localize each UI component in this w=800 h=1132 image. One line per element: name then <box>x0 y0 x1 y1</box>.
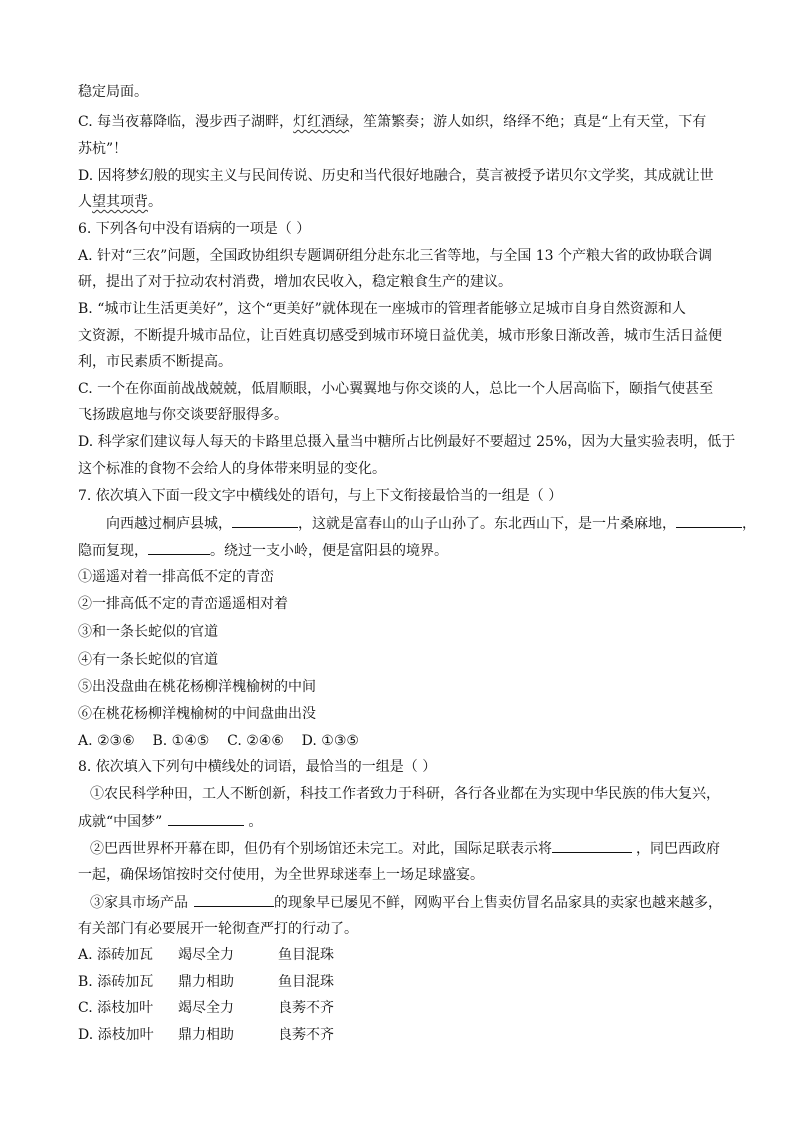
text-line: 飞扬跋扈地与你交谈要舒服得多。 <box>78 407 288 423</box>
q6-option-c: C. 一个在你面前战战兢兢，低眉顺眼，小心翼翼地与你交谈的人，总比一个人居高临下，颐指气使甚至 <box>78 381 714 397</box>
fill-blank <box>168 811 244 826</box>
q7-item: ⑥在桃花杨柳洋槐榆树的中间盘曲出没 <box>78 706 316 722</box>
fill-blank <box>676 513 742 528</box>
q8-option: B. 添砖加瓦 鼎力相助 鱼目混珠 <box>78 974 334 990</box>
q8-sentence-3: ③家具市场产品 的现象早已屡见不鲜，网购平台上售卖仿冒名品家具的卖家也越来越多， <box>90 892 722 913</box>
q6-option-d: D. 科学家们建议每人每天的卡路里总摄入量当中糖所占比例最好不要超过 25%，因为大量实验表明，低于 <box>78 434 736 450</box>
q7-item: ④有一条长蛇似的官道 <box>78 652 218 668</box>
q7-passage: 向西越过桐庐县城， ，这就是富春山的山子山孙了。东北西山下，是一片桑麻地， ， <box>106 513 756 534</box>
text-line: 隐而复现， 。绕过一支小岭，便是富阳县的境界。 <box>78 540 448 561</box>
q8-option: D. 添枝加叶 鼎力相助 良莠不齐 <box>78 1027 334 1043</box>
fill-blank <box>232 513 298 528</box>
q7-item: ③和一条长蛇似的官道 <box>78 624 218 640</box>
question-7: 7. 依次填入下面一段文字中横线处的语句，与上下文衔接最恰当的一组是（ ） <box>78 488 563 504</box>
text-line: 一起，确保场馆按时交付使用，为全世界球迷奉上一场足球盛宴。 <box>78 867 484 883</box>
text-line: 人望其项背。 <box>78 194 162 210</box>
text-line: 利，市民素质不断提高。 <box>78 354 232 370</box>
text-line: 文资源，不断提升城市品位，让百姓真切感受到城市环境日益优美，城市形象日渐改善，城市生活日益便 <box>78 328 722 344</box>
q7-item: ②一排高低不定的青峦遥遥相对着 <box>78 596 288 612</box>
marked-phrase: 望其项背 <box>92 194 148 210</box>
text-line: 稳定局面。 <box>78 84 148 100</box>
q6-option-b: B. “城市让生活更美好”，这个“更美好”就体现在一座城市的管理者能够立足城市自身自然资源和人 <box>78 301 686 317</box>
q8-sentence-1: ①农民科学种田，工人不断创新，科技工作者致力于科研，各行各业都在为实现中华民族的伟大复兴， <box>90 786 720 802</box>
text-line: 苏杭”！ <box>78 141 128 157</box>
q7-item: ①遥遥对着一排高低不定的青峦 <box>78 569 274 585</box>
text-line: 这个标准的食物不会给人的身体带来明显的变化。 <box>78 461 386 477</box>
fill-blank <box>148 540 210 555</box>
q8-option: A. 添砖加瓦 竭尽全力 鱼目混珠 <box>78 947 334 963</box>
text-line: 成就“中国梦” 。 <box>78 811 262 832</box>
q7-item: ⑤出没盘曲在桃花杨柳洋槐榆树的中间 <box>78 679 316 695</box>
q8-option: C. 添枝加叶 竭尽全力 良莠不齐 <box>78 1000 334 1016</box>
fill-blank <box>194 892 274 907</box>
marked-phrase: 灯红酒绿 <box>293 114 350 130</box>
fill-blank <box>552 838 632 853</box>
q8-sentence-2: ②巴西世界杯开幕在即，但仍有个别场馆还未完工。对此，国际足联表示将 ，同巴西政府 <box>90 838 720 859</box>
option-d: D. 因将梦幻般的现实主义与民间传说、历史和当代很好地融合，莫言被授予诺贝尔文学奖，其成就让世 <box>78 168 714 184</box>
q6-option-a: A. 针对“三农”问题，全国政协组织专题调研组分赴东北三省等地，与全国 13 个产粮大省的政协联合调 <box>78 248 713 264</box>
option-c: C. 每当夜幕降临，漫步西子湖畔，灯红酒绿，笙箫繁奏；游人如织，络绎不绝；真是“上有天堂，下有 <box>78 114 707 130</box>
text-line: 研，提出了对于拉动农村消费，增加农民收入，稳定粮食生产的建议。 <box>78 274 512 290</box>
question-8: 8. 依次填入下列句中横线处的词语，最恰当的一组是（ ） <box>78 759 437 775</box>
text-line: 有关部门有必要展开一轮彻查严打的行动了。 <box>78 921 358 937</box>
question-6: 6. 下列各句中没有语病的一项是（ ） <box>78 221 311 237</box>
q7-answers: A. ②③⑥ B. ①④⑤ C. ②④⑥ D. ①③⑤ <box>78 733 359 749</box>
